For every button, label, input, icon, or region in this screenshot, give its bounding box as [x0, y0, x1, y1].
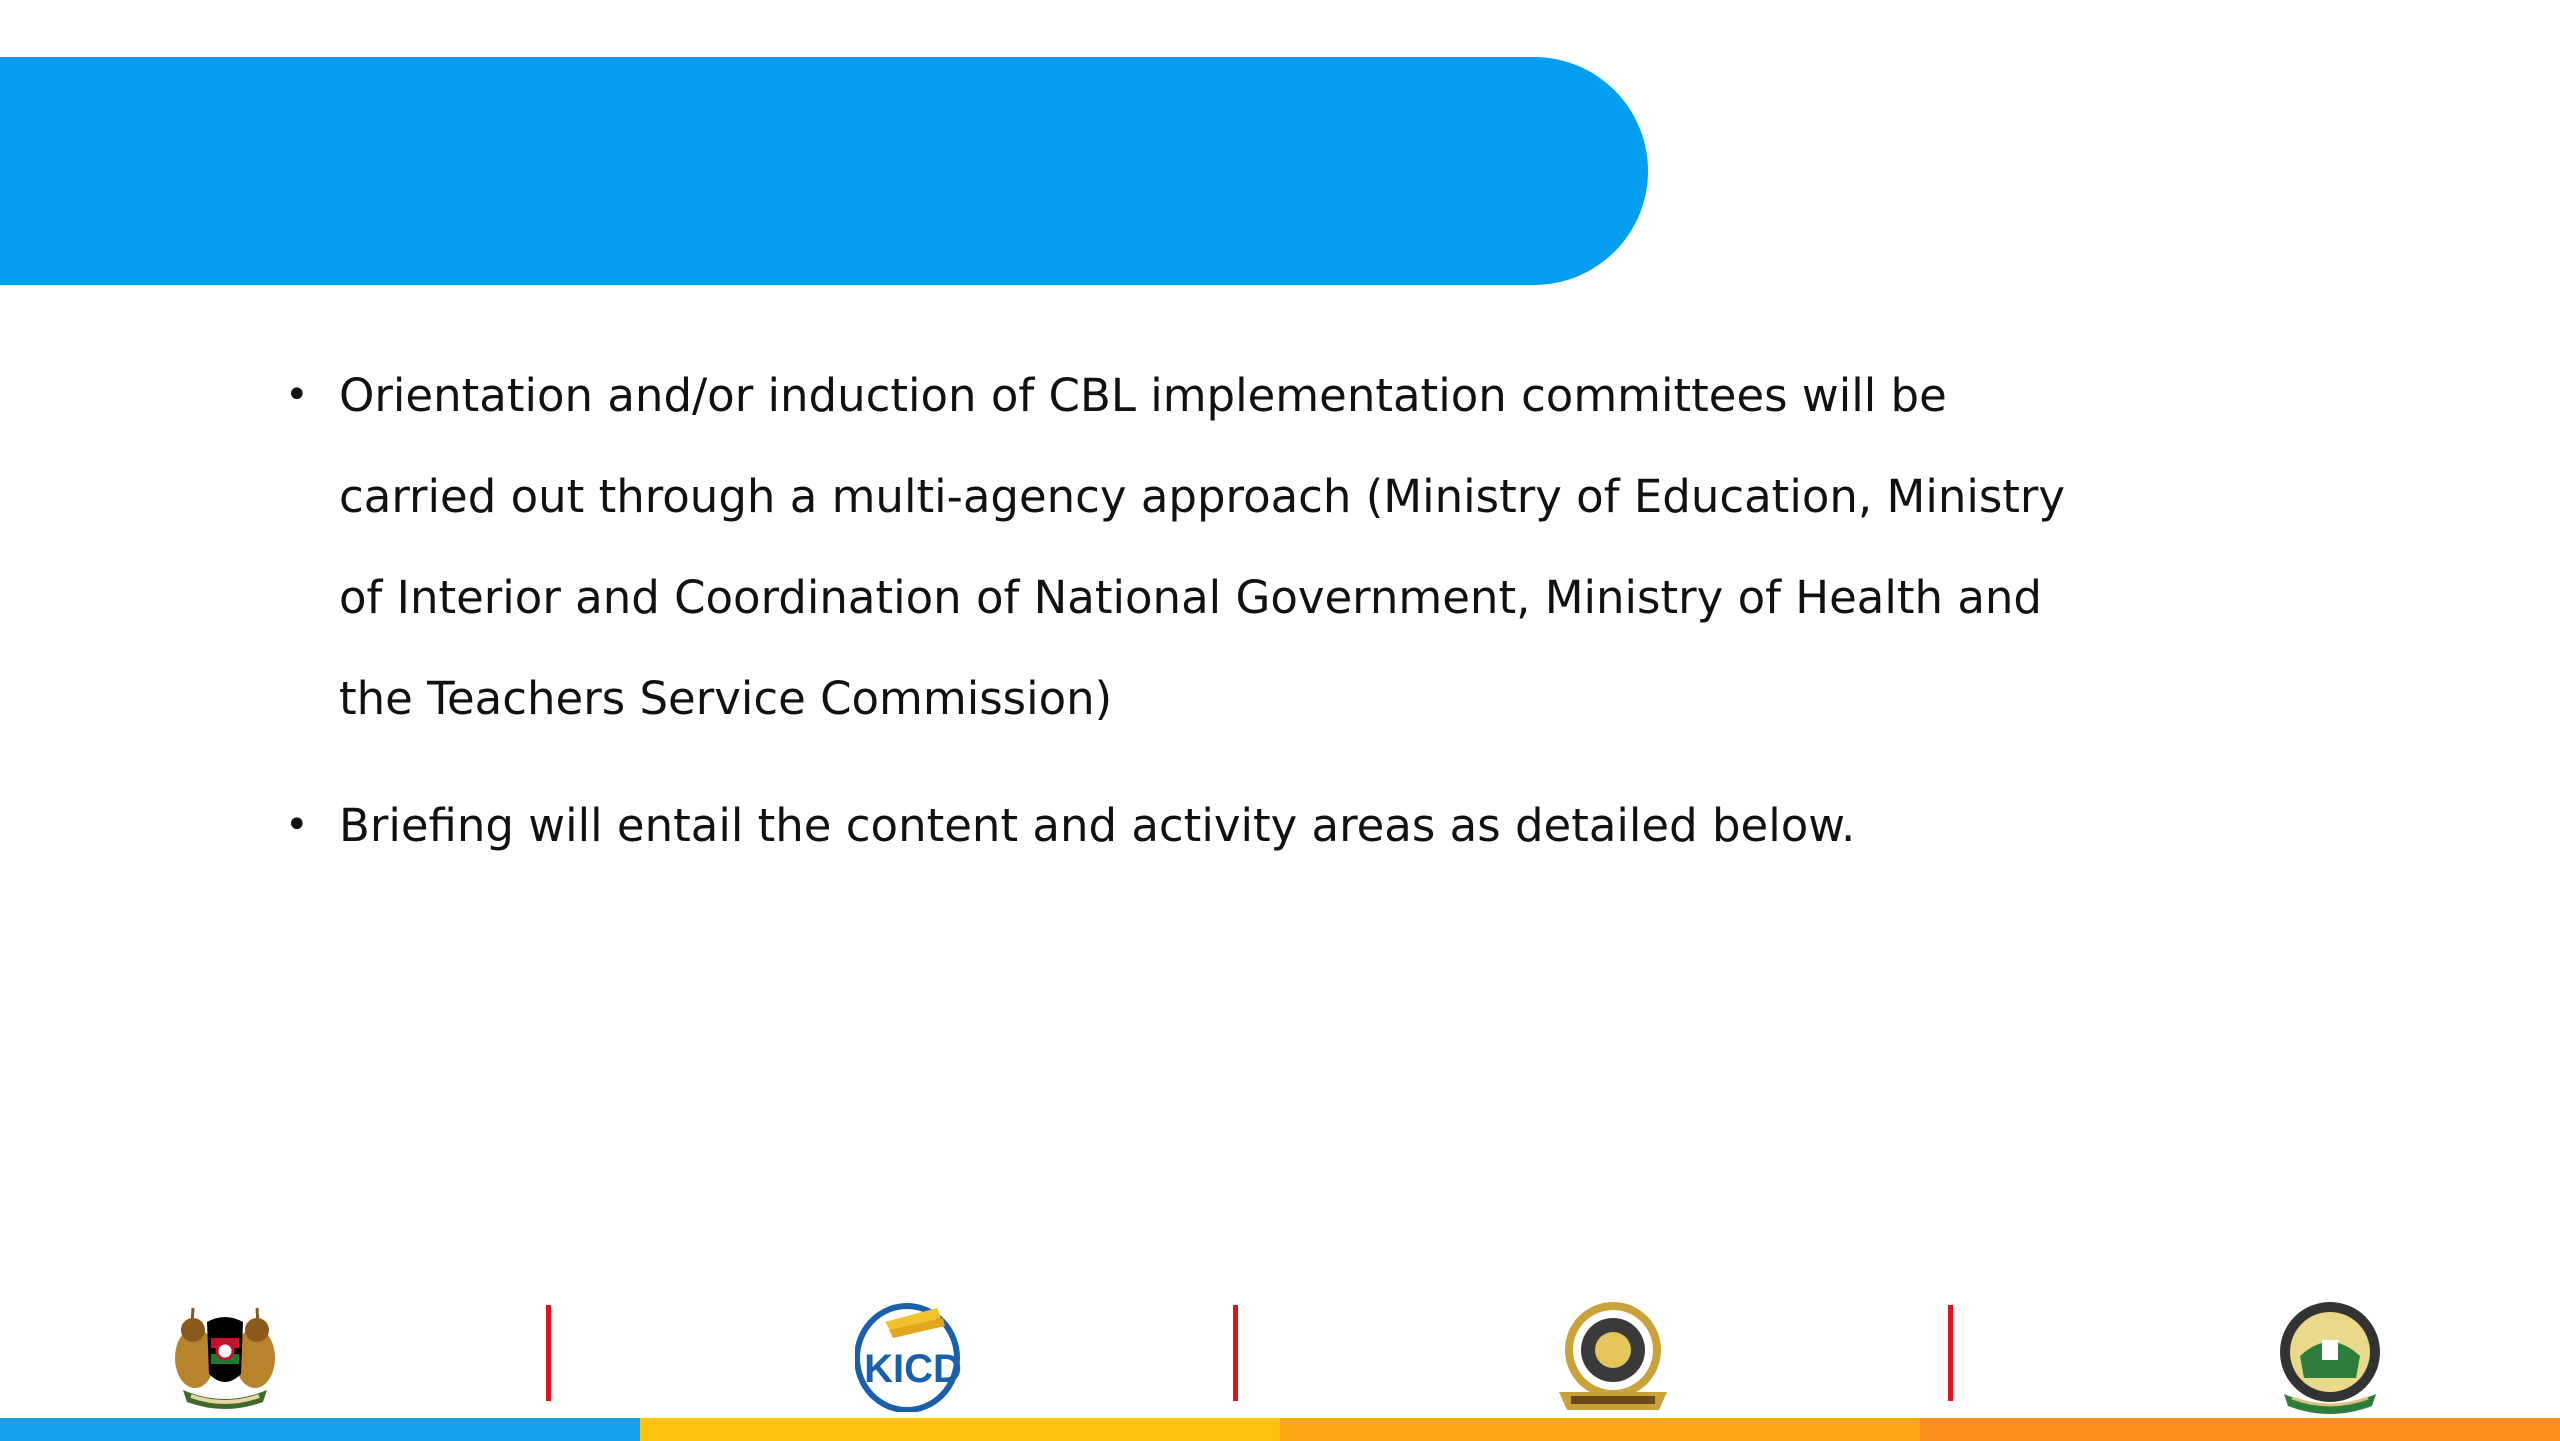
kicd-logo-text: KICD: [864, 1347, 962, 1391]
footer-divider: [1233, 1305, 1238, 1401]
footer-strip-blue: [0, 1418, 640, 1441]
ministry-seal-logo-icon: [2278, 1300, 2382, 1414]
kicd-logo-icon: [855, 1300, 973, 1412]
bullet-item: [285, 345, 2085, 749]
tsc-seal-logo-icon: [1555, 1300, 1671, 1412]
bullet-dot-icon: •: [285, 372, 309, 418]
footer-divider: [1948, 1305, 1953, 1401]
bullet-item: [285, 775, 2085, 876]
bullet-dot-icon: •: [285, 802, 309, 848]
footer-strip-yellow: [640, 1418, 1280, 1441]
footer-strip-amber: [1280, 1418, 1920, 1441]
bullet-text: Orientation and/or induction of CBL implementation committees will be carried out through a multi-agency approach (Ministry of Education, Ministry of Interior and Coordination of National Government, Ministry of Health and the Teachers Service Commission): [339, 369, 2066, 725]
bullet-list: [285, 345, 2085, 876]
footer-strip-orange: [1920, 1418, 2560, 1441]
slide-content: [285, 345, 2085, 902]
footer-divider: [546, 1305, 551, 1401]
kenya-coat-of-arms-logo-icon: [165, 1300, 285, 1412]
bullet-text: Briefing will entail the content and activity areas as detailed below.: [339, 799, 1856, 852]
title-bar: [0, 57, 1648, 285]
